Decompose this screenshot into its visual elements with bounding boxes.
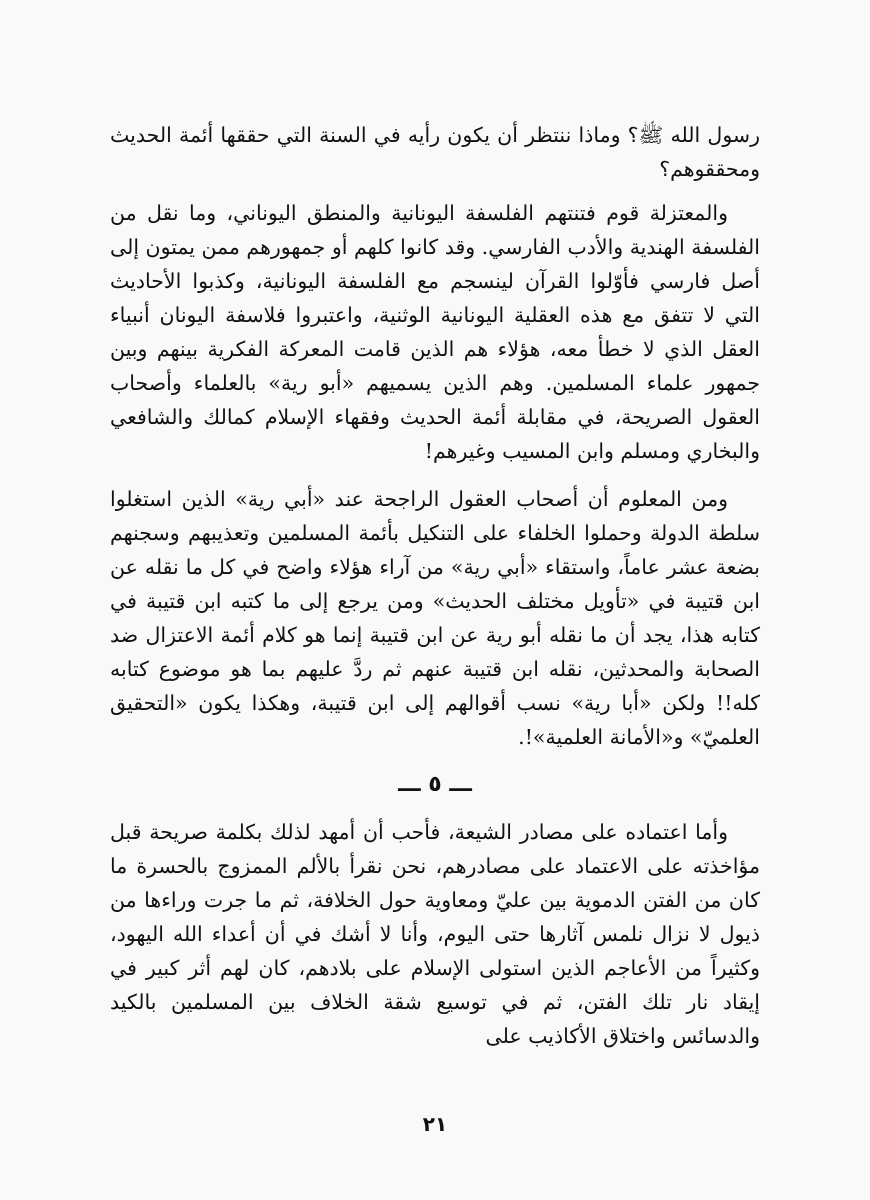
paragraph-2 [110,196,760,468]
paragraph-4 [110,815,760,1053]
paragraph-3 [110,482,760,754]
paragraph-3-text: ومن المعلوم أن أصحاب العقول الراجحة عند «أبي رية» الذين استغلوا سلطة الدولة وحملوا الخلفاء على التنكيل بأئمة المسلمين وتعذيبهم وسجنهم بضعة عشر عاماً، واستقاء «أبي رية» من آراء هؤلاء واضح في كل ما نقله عن ابن قتيبة في «تأويل مختلف الحديث» ومن يرجع إلى ما كتبه ابن قتيبة في كتابه هذا، يجد أن ما نقله أبو رية عن ابن قتيبة إنما هو كلام أئمة الاعتزال ضد الصحابة والمحدثين، نقله ابن قتيبة عنهم ثم ردَّ عليهم بما هو موضوع كتابه كله!! ولكن «أبا رية» نسب أقوالهم إلى ابن قتيبة، وهكذا يكون «التحقيق العلميّ» و«الأمانة العلمية»!. [110,487,760,749]
paragraph-2-text: والمعتزلة قوم فتنتهم الفلسفة اليونانية والمنطق اليوناني، وما نقل من الفلسفة الهندية والأدب الفارسي. وقد كانوا كلهم أو جمهورهم ممن يمتون إلى أصل فارسي فأوّلوا القرآن لينسجم مع الفلسفة اليونانية، وكذبوا الأحاديث التي لا تتفق مع هذه العقلية اليونانية الوثنية، واعتبروا فلاسفة اليونان أنبياء العقل الذي لا خطأ معه، هؤلاء هم الذين قامت المعركة الفكرية بينهم وبين جمهور علماء المسلمين. وهم الذين يسميهم «أبو رية» بالعلماء وأصحاب العقول الصريحة، في مقابلة أئمة الحديث وفقهاء الإسلام كمالك والشافعي والبخاري ومسلم وابن المسيب وغيرهم! [110,201,760,463]
section-number-marker: ـــ ٥ ـــ [398,772,472,797]
paragraph-1 [110,118,760,186]
page-number: ٢١ [422,1112,448,1136]
paragraph-1-text: رسول الله ﷺ؟ وماذا ننتظر أن يكون رأيه في السنة التي حققها أئمة الحديث ومحققوهم؟ [110,123,760,181]
paragraph-4-text: وأما اعتماده على مصادر الشيعة، فأحب أن أمهد لذلك بكلمة صريحة قبل مؤاخذته على الاعتماد على مصادرهم، نحن نقرأ بالألم الممزوج بالحسرة ما كان من الفتن الدموية بين عليّ ومعاوية حول الخلافة، ثم ما جرت وراءها من ذيول لا نزال نلمس آثارها حتى اليوم، وأنا لا أشك في أن أعداء الله اليهود، وكثيراً من الأعاجم الذين استولى الإسلام على بلادهم، كان لهم أثر كبير في إيقاد نار تلك الفتن، ثم في توسيع شقة الخلاف بين المسلمين بالكيد والدسائس واختلاق الأكاذيب على [110,820,760,1048]
